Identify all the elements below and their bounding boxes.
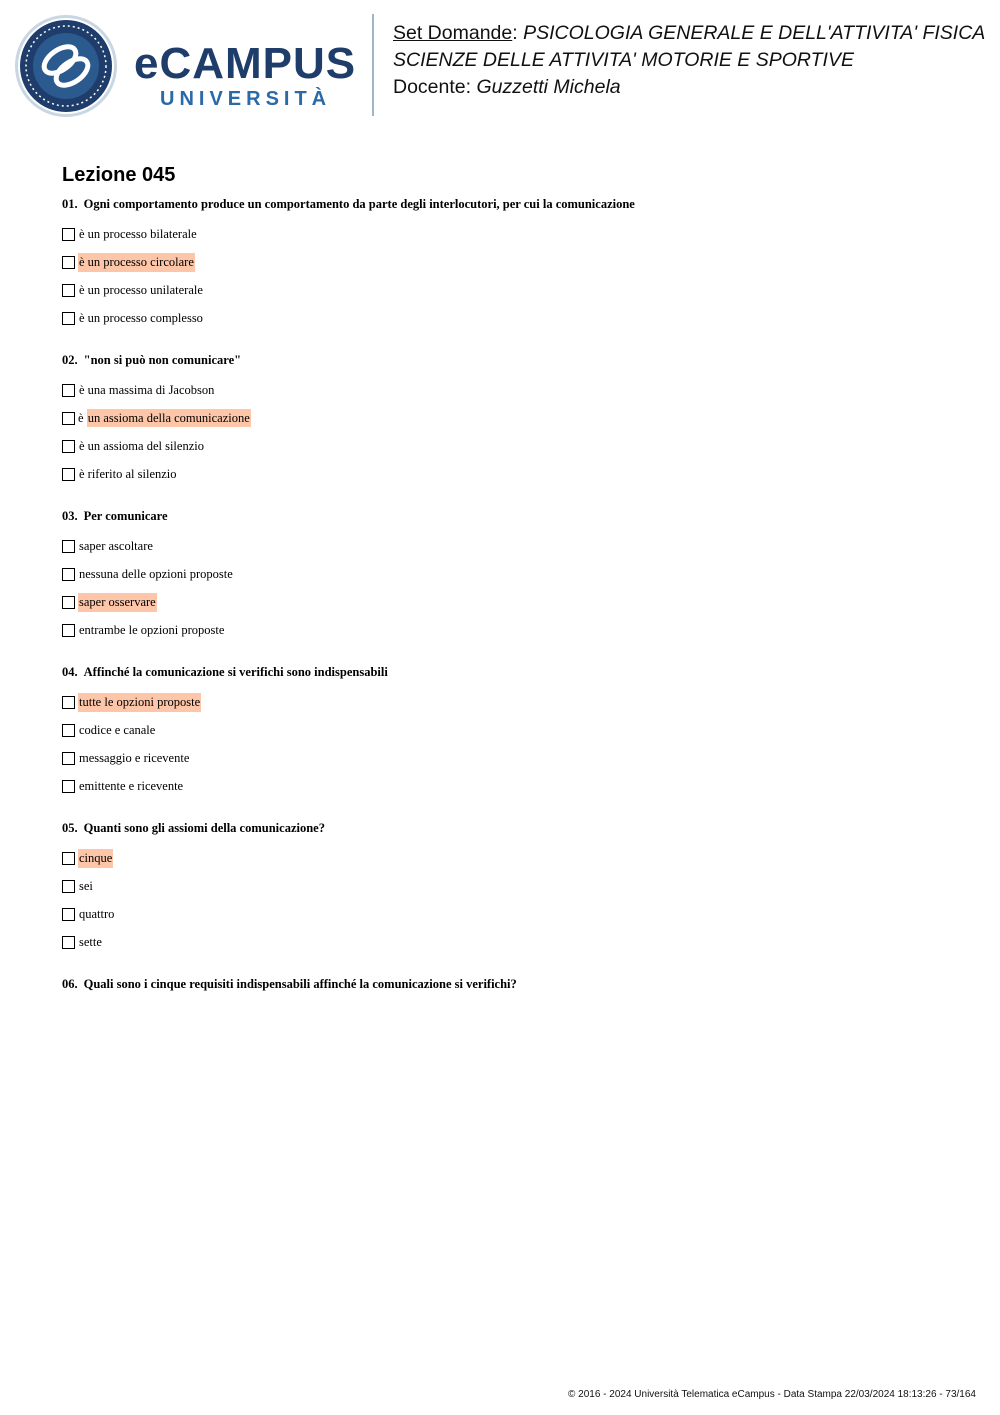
question-body: Quali sono i cinque requisiti indispensabili affinché la comunicazione si verifichi? [83, 977, 517, 991]
answer-option[interactable] [62, 532, 962, 560]
set-label: Set Domande [393, 22, 513, 44]
page-footer: © 2016 - 2024 Università Telematica eCampus - Data Stampa 22/03/2024 18:13:26 - 73/164 [568, 1389, 976, 1400]
answer-option[interactable] [62, 688, 962, 716]
answer-text: saper osservare [78, 593, 157, 612]
answer-checkbox[interactable] [62, 384, 75, 397]
answer-option[interactable] [62, 928, 962, 956]
answer-option[interactable] [62, 404, 962, 432]
answer-checkbox[interactable] [62, 780, 75, 793]
answer-option[interactable] [62, 900, 962, 928]
answer-text: emittente e ricevente [79, 778, 184, 793]
answer-option[interactable] [62, 304, 962, 332]
question [62, 820, 962, 956]
teacher-name: Guzzetti Michela [476, 76, 621, 98]
answer-text: messaggio e ricevente [79, 750, 190, 765]
answer-checkbox[interactable] [62, 284, 75, 297]
answer-checkbox[interactable] [62, 468, 75, 481]
teacher-label: Docente: [393, 76, 472, 98]
lesson-title: Lezione 045 [62, 164, 176, 186]
set-value: PSICOLOGIA GENERALE E DELL'ATTIVITA' FISICA [523, 22, 986, 44]
brand-logo-subtitle: UNIVERSITÀ [160, 88, 332, 110]
question [62, 352, 962, 488]
answer-checkbox[interactable] [62, 724, 75, 737]
question-number: 04. [62, 665, 78, 679]
set-line: Set Domande: PSICOLOGIA GENERALE E DELL'ATTIVITA' FISICA [393, 22, 986, 44]
answer-text: è un processo complesso [79, 310, 203, 325]
question-body: Quanti sono gli assiomi della comunicazione? [83, 821, 325, 835]
brand-logo-text: eCAMPUS [134, 39, 357, 88]
answer-option[interactable] [62, 248, 962, 276]
answer-text: è riferito al silenzio [79, 466, 177, 481]
answer-option[interactable] [62, 744, 962, 772]
answer-option[interactable] [62, 588, 962, 616]
answer-checkbox[interactable] [62, 624, 75, 637]
answer-checkbox[interactable] [62, 852, 75, 865]
answer-checkbox[interactable] [62, 596, 75, 609]
question-text [62, 976, 962, 993]
answer-checkbox[interactable] [62, 880, 75, 893]
question-text [62, 820, 962, 837]
answer-highlight: un assioma della comunicazione [87, 410, 250, 425]
answer-text: tutte le opzioni proposte [78, 693, 201, 712]
answer-option[interactable] [62, 616, 962, 644]
course-name: SCIENZE DELLE ATTIVITA' MOTORIE E SPORTIVE [393, 49, 854, 71]
question-number: 01. [62, 197, 78, 211]
header-info [393, 20, 993, 101]
question-list [62, 196, 962, 1013]
answer-option[interactable] [62, 460, 962, 488]
answer-text: è un processo unilaterale [79, 282, 203, 297]
question [62, 508, 962, 644]
answer-option[interactable] [62, 716, 962, 744]
answer-text: è un processo circolare [78, 253, 195, 272]
answer-option[interactable] [62, 872, 962, 900]
answer-checkbox[interactable] [62, 696, 75, 709]
answer-text: cinque [78, 849, 113, 868]
question-body: Affinché la comunicazione si verifichi sono indispensabili [83, 665, 388, 679]
answer-option[interactable] [62, 220, 962, 248]
answer-text: nessuna delle opzioni proposte [79, 566, 233, 581]
answer-option[interactable] [62, 376, 962, 404]
question-body: "non si può non comunicare" [83, 353, 242, 367]
answer-text: è una massima di Jacobson [79, 382, 215, 397]
answer-text [78, 411, 251, 426]
answer-option[interactable] [62, 772, 962, 800]
question [62, 976, 962, 993]
question-number: 03. [62, 509, 78, 523]
answer-text: entrambe le opzioni proposte [79, 622, 225, 637]
question-number: 06. [62, 977, 78, 991]
answer-checkbox[interactable] [62, 752, 75, 765]
answer-text: è un assioma del silenzio [79, 438, 204, 453]
answer-text: è un processo bilaterale [79, 226, 197, 241]
answer-option[interactable] [62, 276, 962, 304]
answer-checkbox[interactable] [62, 936, 75, 949]
university-seal-logo [14, 14, 118, 118]
answer-text: codice e canale [79, 722, 156, 737]
teacher-line [393, 74, 993, 101]
question [62, 196, 962, 332]
answer-text: saper ascoltare [79, 538, 153, 553]
answer-option[interactable] [62, 844, 962, 872]
header-divider [372, 14, 374, 116]
answer-checkbox[interactable] [62, 440, 75, 453]
question-number: 05. [62, 821, 78, 835]
answer-option[interactable] [62, 432, 962, 460]
question-text [62, 352, 962, 369]
question [62, 664, 962, 800]
answer-checkbox[interactable] [62, 412, 75, 425]
page-header [0, 0, 1000, 130]
answer-checkbox[interactable] [62, 228, 75, 241]
answer-option[interactable] [62, 560, 962, 588]
question-number: 02. [62, 353, 78, 367]
answer-checkbox[interactable] [62, 312, 75, 325]
question-body: Per comunicare [83, 509, 168, 523]
question-text [62, 196, 962, 213]
answer-prefix: è [78, 410, 84, 425]
question-text [62, 508, 962, 525]
question-text [62, 664, 962, 681]
answer-text: sei [79, 878, 93, 893]
answer-checkbox[interactable] [62, 908, 75, 921]
question-body: Ogni comportamento produce un comportamento da parte degli interlocutori, per cui la comunicazione [83, 197, 635, 211]
answer-checkbox[interactable] [62, 256, 75, 269]
answer-checkbox[interactable] [62, 568, 75, 581]
answer-checkbox[interactable] [62, 540, 75, 553]
answer-text: sette [79, 934, 102, 949]
answer-text: quattro [79, 906, 115, 921]
